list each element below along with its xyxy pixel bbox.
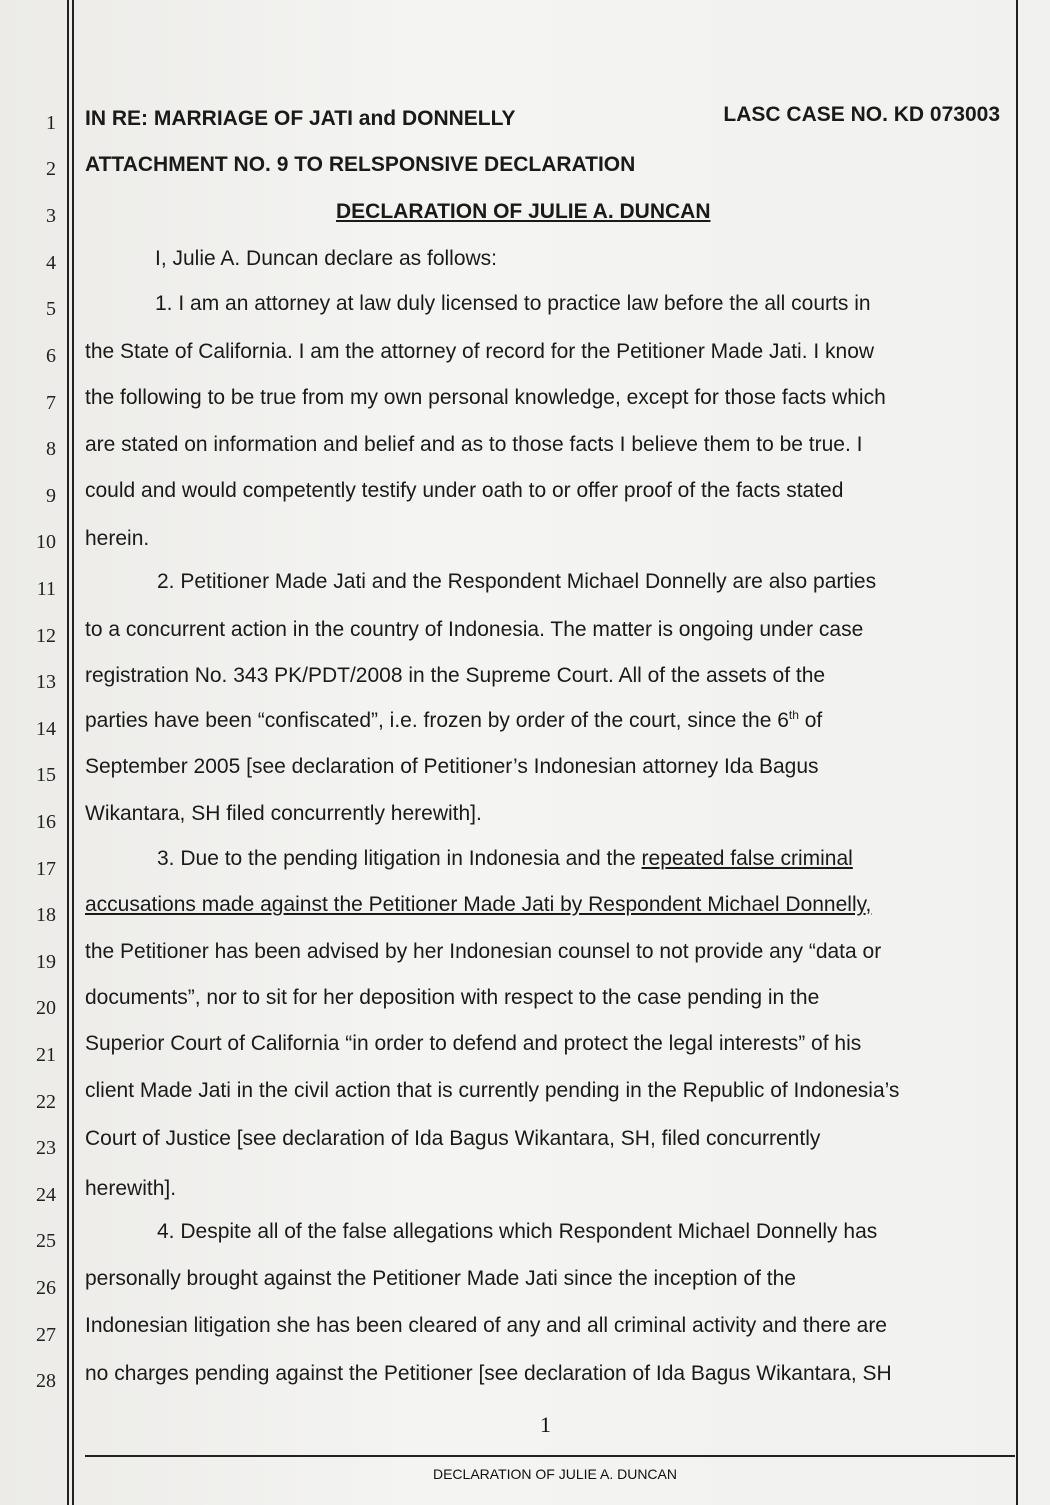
line-number: 1 bbox=[46, 112, 56, 134]
line-number: 9 bbox=[46, 485, 56, 507]
line-number: 17 bbox=[36, 858, 56, 880]
line-number: 12 bbox=[36, 625, 56, 647]
line-number: 25 bbox=[36, 1230, 56, 1252]
body-line-tail: of bbox=[798, 709, 823, 732]
line-number: 14 bbox=[36, 718, 56, 740]
body-line: 2. Petitioner Made Jati and the Respondent Michael Donnelly are also parties bbox=[157, 570, 877, 593]
line-number: 21 bbox=[36, 1044, 56, 1066]
line-number: 8 bbox=[46, 438, 56, 460]
right-margin-rule bbox=[1016, 0, 1018, 1505]
line-number: 27 bbox=[36, 1324, 56, 1346]
body-line: could and would competently testify under oath to or offer proof of the facts stated bbox=[85, 479, 844, 502]
line-number: 22 bbox=[36, 1091, 56, 1113]
line-number: 20 bbox=[36, 997, 56, 1019]
body-line: the State of California. I am the attorney of record for the Petitioner Made Jati. I know bbox=[85, 340, 875, 363]
body-line: no charges pending against the Petitioner [see declaration of Ida Bagus Wikantara, SH bbox=[85, 1362, 892, 1385]
body-line-text: 3. Due to the pending litigation in Indonesia and the bbox=[157, 847, 642, 870]
line-number: 13 bbox=[36, 671, 56, 693]
body-line: herewith]. bbox=[85, 1177, 177, 1200]
line-number: 28 bbox=[36, 1370, 56, 1392]
body-line: Wikantara, SH filed concurrently herewith]. bbox=[85, 802, 482, 825]
line-number: 7 bbox=[46, 392, 56, 414]
line-number: 23 bbox=[36, 1137, 56, 1159]
line-number: 6 bbox=[46, 345, 56, 367]
line-number: 19 bbox=[36, 951, 56, 973]
ordinal-suffix: th bbox=[788, 708, 799, 722]
footer-rule bbox=[85, 1455, 1015, 1457]
body-line bbox=[85, 847, 853, 871]
underlined-text: repeated false criminal bbox=[641, 847, 853, 870]
line-number: 3 bbox=[46, 205, 56, 227]
body-line: Court of Justice [see declaration of Ida Bagus Wikantara, SH, filed concurrently bbox=[85, 1127, 821, 1150]
body-line bbox=[85, 708, 822, 733]
body-line: herein. bbox=[85, 527, 150, 550]
body-line-underlined: accusations made against the Petitioner Made Jati by Respondent Michael Donnelly, bbox=[85, 893, 872, 916]
left-margin-rule-outer bbox=[67, 0, 69, 1505]
body-line: September 2005 [see declaration of Petitioner’s Indonesian attorney Ida Bagus bbox=[85, 755, 819, 778]
document-title: DECLARATION OF JULIE A. DUNCAN bbox=[336, 200, 711, 223]
line-number: 10 bbox=[36, 531, 56, 553]
case-caption: IN RE: MARRIAGE OF JATI and DONNELLY bbox=[85, 107, 516, 130]
line-number: 2 bbox=[46, 158, 56, 180]
case-number: LASC CASE NO. KD 073003 bbox=[723, 103, 1000, 126]
attachment-heading: ATTACHMENT NO. 9 TO RELSPONSIVE DECLARATION bbox=[85, 153, 636, 176]
line-number: 11 bbox=[36, 578, 56, 600]
body-line: client Made Jati in the civil action that is currently pending in the Republic of Indonesia’s bbox=[85, 1079, 900, 1102]
footer-title: DECLARATION OF JULIE A. DUNCAN bbox=[432, 1466, 677, 1482]
body-line: documents”, nor to sit for her deposition with respect to the case pending in the bbox=[85, 986, 820, 1009]
page-number: 1 bbox=[540, 1412, 551, 1437]
body-line: to a concurrent action in the country of Indonesia. The matter is ongoing under case bbox=[85, 618, 864, 641]
line-number: 24 bbox=[36, 1184, 56, 1206]
body-line: registration No. 343 PK/PDT/2008 in the Supreme Court. All of the assets of the bbox=[85, 664, 826, 687]
body-line: Indonesian litigation she has been cleared of any and all criminal activity and there are bbox=[85, 1314, 887, 1337]
left-margin-rule-inner bbox=[72, 0, 74, 1505]
body-line: 1. I am an attorney at law duly licensed to practice law before the all courts in bbox=[155, 292, 871, 315]
line-number: 5 bbox=[46, 298, 56, 320]
line-number: 18 bbox=[36, 904, 56, 926]
line-number: 26 bbox=[36, 1277, 56, 1299]
body-line: the Petitioner has been advised by her Indonesian counsel to not provide any “data or bbox=[85, 940, 882, 963]
body-line: personally brought against the Petitioner Made Jati since the inception of the bbox=[85, 1267, 796, 1290]
body-line-text: parties have been “confiscated”, i.e. frozen by order of the court, since the 6 bbox=[85, 709, 789, 732]
body-line: I, Julie A. Duncan declare as follows: bbox=[155, 247, 498, 270]
body-line: are stated on information and belief and as to those facts I believe them to be true. I bbox=[85, 433, 863, 456]
line-number: 16 bbox=[36, 811, 56, 833]
line-number: 15 bbox=[36, 764, 56, 786]
body-line: Superior Court of California “in order to defend and protect the legal interests” of his bbox=[85, 1032, 862, 1055]
body-line: 4. Despite all of the false allegations which Respondent Michael Donnelly has bbox=[157, 1220, 878, 1243]
line-number: 4 bbox=[46, 252, 56, 274]
body-line: the following to be true from my own personal knowledge, except for those facts which bbox=[85, 386, 886, 409]
